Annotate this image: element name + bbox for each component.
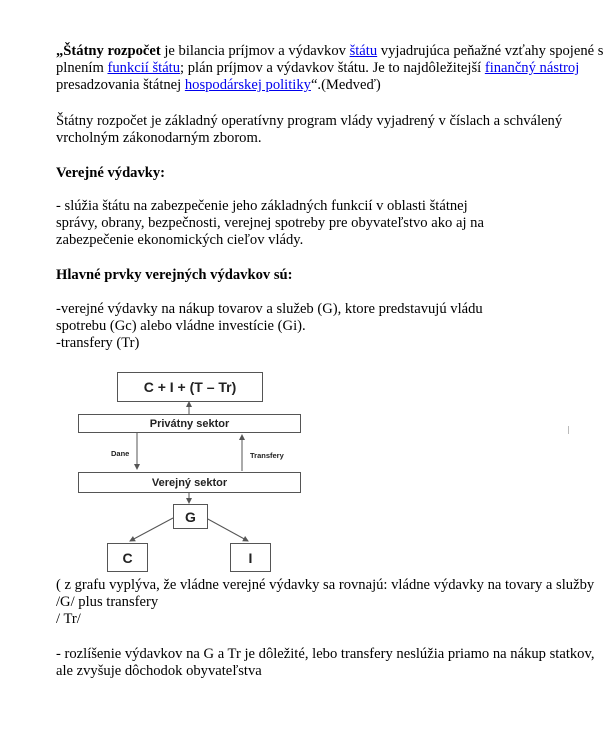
term-statny-rozpocet: Štátny rozpočet <box>63 43 161 59</box>
paragraph-3-line-2: správy, obrany, bezpečnosti, verejnej spotreby pre obyvateľstvo ako aj na <box>56 215 484 231</box>
definition-line-1 <box>56 43 603 60</box>
paragraph-3-line-1: - slúžia štátu na zabezpečenie jeho základných funkcií v oblasti štátnej <box>56 198 468 214</box>
link-financny-nastroj[interactable]: finančný nástroj <box>484 60 580 76</box>
paragraph-4-line-1: -verejné výdavky na nákup tovarov a služeb (G), ktore predstavujú vládu <box>56 301 483 317</box>
definition-text: je bilancia príjmov a výdavkov <box>160 43 350 59</box>
link-statu[interactable]: štátu <box>349 43 378 59</box>
transfers-label: Transfery <box>250 451 284 460</box>
budget-flow-diagram <box>72 366 302 578</box>
definition-text: vyjadrujúca peňažné vzťahy spojené s <box>377 43 603 59</box>
heading-text: Verejné výdavky: <box>56 165 166 181</box>
paragraph-5-line-1: ( z grafu vyplýva, že vládne verejné výdavky sa rovnajú: vládne výdavky na tovary a služby <box>56 577 595 593</box>
heading-text: Hlavné prvky verejných výdavkov sú: <box>56 267 293 283</box>
c-box: C <box>107 543 148 572</box>
paragraph-2-line-2: vrcholným zákonodarným zborom. <box>56 130 262 146</box>
private-sector-box: Privátny sektor <box>78 414 301 433</box>
paragraph-6-line-2: ale zvyšuje dôchodok obyvateľstva <box>56 663 262 679</box>
paragraph-2-line-1: Štátny rozpočet je základný operatívny program vlády vyjadrený v číslach a schválený <box>56 113 563 129</box>
paragraph-6-line-1: - rozlíšenie výdavkov na G a Tr je dôležité, lebo transfery neslúžia priamo na nákup statkov, <box>56 646 595 662</box>
page-edge-mark <box>568 426 569 434</box>
formula-box: C + I + (T – Tr) <box>117 372 263 402</box>
definition-text: “.(Medveď) <box>310 77 381 93</box>
i-box: I <box>230 543 271 572</box>
quote-open: „ <box>56 43 64 59</box>
definition-line-2 <box>56 60 579 77</box>
definition-text: ; plán príjmov a výdavkov štátu. Je to najdôležitejší <box>180 60 485 76</box>
link-funkcii-statu[interactable]: funkcií štátu <box>107 60 181 76</box>
arrow-g-to-c <box>130 518 173 541</box>
taxes-label: Dane <box>111 449 130 458</box>
paragraph-3-line-3: zabezpečenie ekonomických cieľov vlády. <box>56 232 304 248</box>
arrow-g-to-i <box>206 518 248 541</box>
paragraph-5-line-2: /G/ plus transfery <box>56 594 159 610</box>
definition-text: plnením <box>56 60 108 76</box>
public-sector-box: Verejný sektor <box>78 472 301 493</box>
definition-line-3 <box>56 77 381 94</box>
heading-hlavne-prvky <box>56 267 293 284</box>
definition-text: presadzovania štátnej <box>56 77 185 93</box>
g-box: G <box>173 504 208 529</box>
link-hospodarskej-politiky[interactable]: hospodárskej politiky <box>184 77 311 93</box>
paragraph-4-line-3: -transfery (Tr) <box>56 335 140 351</box>
paragraph-5-line-3: / Tr/ <box>56 611 81 627</box>
paragraph-4-line-2: spotrebu (Gc) alebo vládne investície (Gi). <box>56 318 306 334</box>
heading-verejne-vydavky <box>56 165 165 182</box>
